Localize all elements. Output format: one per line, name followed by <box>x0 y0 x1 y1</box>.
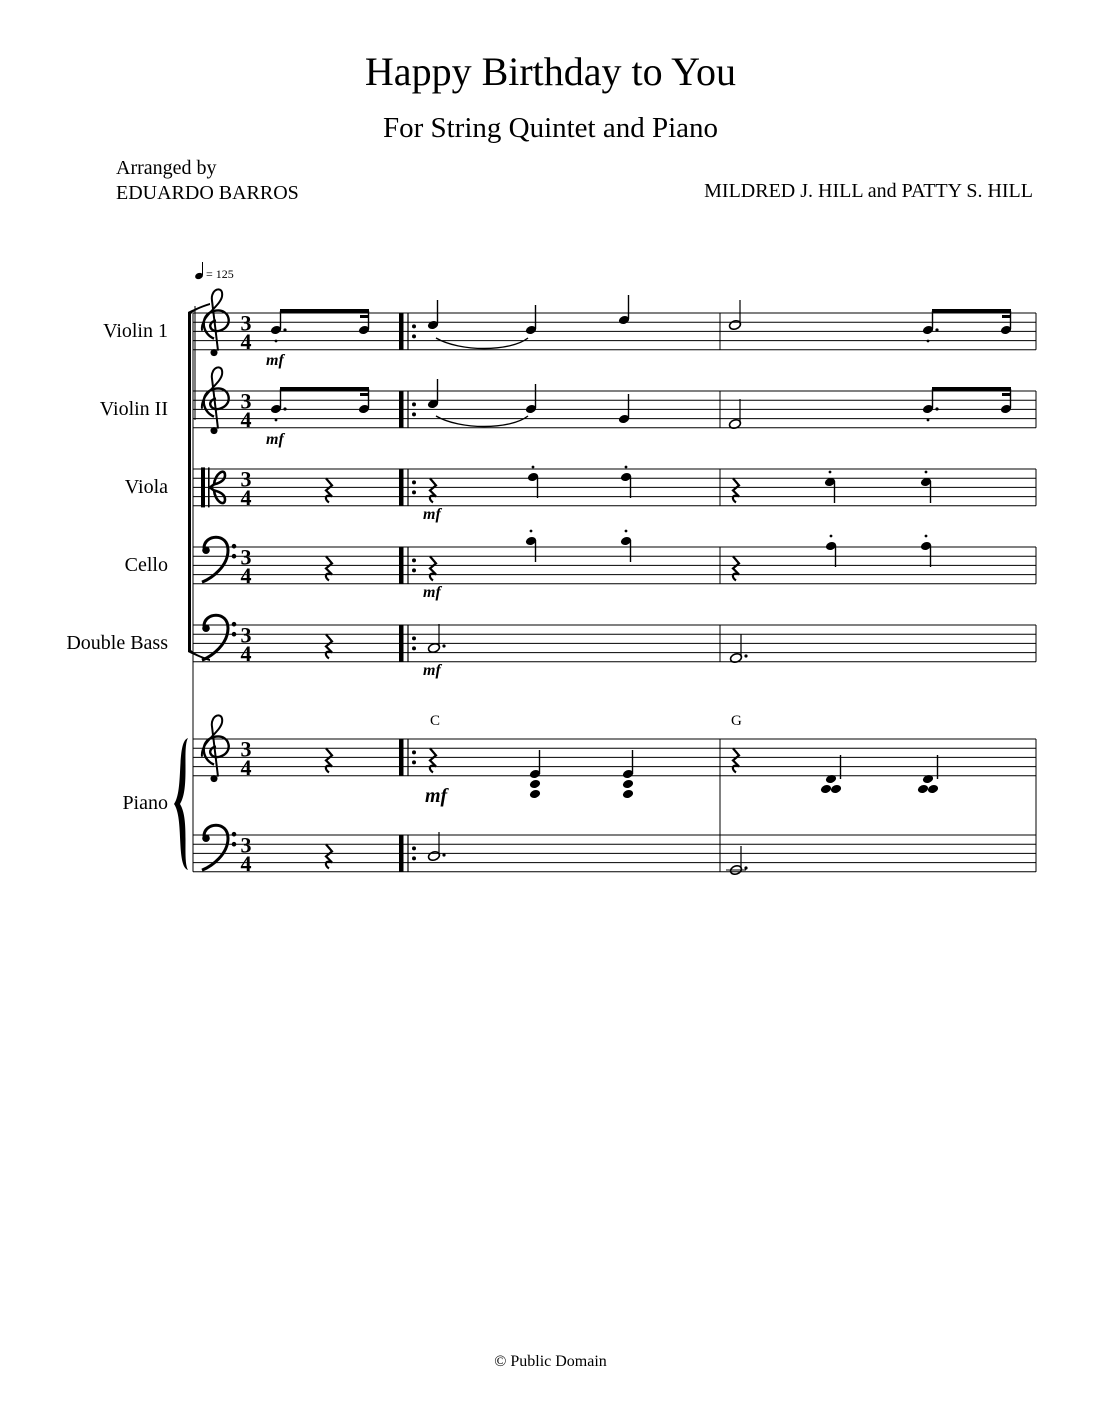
violin1-thick-barline <box>399 313 404 350</box>
chord-symbol: G <box>731 713 742 729</box>
doublebass-rest <box>326 634 332 658</box>
cello-thick-barline <box>399 547 404 584</box>
piano-bass-time-sig-top: 3 <box>240 832 252 858</box>
tempo-text: = 125 <box>206 267 234 281</box>
score-title: Happy Birthday to You <box>364 49 737 94</box>
doublebass-time-sig-top: 3 <box>240 622 252 648</box>
dynamic-mf: mf <box>266 352 284 369</box>
instrument-label-violin-2: Violin II <box>99 398 168 420</box>
violin2-time-sig-top: 3 <box>240 388 252 414</box>
piano-treble-clef <box>202 715 229 782</box>
arranger-name: EDUARDO BARROS <box>116 182 299 204</box>
violin1-time-sig-top: 3 <box>240 310 252 336</box>
piano-bass-time-sig-bottom: 4 <box>240 850 252 876</box>
piano-brace <box>174 738 188 870</box>
viola-rest <box>733 478 739 502</box>
cello-time-sig-top: 3 <box>240 544 252 570</box>
dynamic-mf: mf <box>423 506 441 523</box>
instrument-label-violin-1: Violin 1 <box>103 320 168 342</box>
tempo-marking <box>194 262 234 281</box>
violin1-time-sig-bottom: 4 <box>240 328 252 354</box>
doublebass-clef <box>202 615 236 660</box>
piano-treble-rest <box>430 748 436 772</box>
piano-bass-thick-barline <box>399 835 404 872</box>
arranger-label: Arranged by <box>116 157 217 179</box>
dynamic-mf: mf <box>266 431 284 448</box>
piano-treble-rest <box>733 748 739 772</box>
chord-symbol: C <box>430 713 441 729</box>
cello-rest <box>326 556 332 580</box>
instrument-label-viola: Viola <box>124 476 168 498</box>
piano-bass-rest <box>326 844 332 868</box>
viola-thick-barline <box>399 469 404 506</box>
violin2-thick-barline <box>399 391 404 428</box>
instrument-label-cello: Cello <box>124 554 168 576</box>
viola-time-sig-bottom: 4 <box>240 484 252 510</box>
composer-credit: MILDRED J. HILL and PATTY S. HILL <box>704 180 1033 202</box>
cello-rest <box>733 556 739 580</box>
violin2-notes <box>270 379 1012 430</box>
cello-notes <box>525 530 932 567</box>
score-subtitle: For String Quintet and Piano <box>382 112 719 144</box>
piano-treble-rest <box>326 748 332 772</box>
viola-rest <box>326 478 332 502</box>
dynamic-mf: mf <box>425 785 448 807</box>
doublebass-thick-barline <box>399 625 404 662</box>
piano-treble-time-sig-bottom: 4 <box>240 754 252 780</box>
piano-treble-time-sig-top: 3 <box>240 736 252 762</box>
cello-time-sig-bottom: 4 <box>240 562 252 588</box>
viola-notes <box>527 466 932 503</box>
viola-rest <box>430 478 436 502</box>
violin2-clef <box>202 367 229 434</box>
copyright-footer: © Public Domain <box>494 1353 607 1370</box>
string-bracket <box>188 303 210 661</box>
viola-time-sig-top: 3 <box>240 466 252 492</box>
doublebass-time-sig-bottom: 4 <box>240 640 252 666</box>
instrument-label-piano: Piano <box>122 792 168 814</box>
dynamic-mf: mf <box>423 584 441 601</box>
cello-clef <box>202 537 236 582</box>
violin1-clef <box>202 289 229 356</box>
piano-bass-clef <box>202 825 236 870</box>
dynamic-mf: mf <box>423 662 441 679</box>
violin2-time-sig-bottom: 4 <box>240 406 252 432</box>
instrument-label-double-bass: Double Bass <box>66 632 168 654</box>
cello-rest <box>430 556 436 580</box>
piano-treble-thick-barline <box>399 739 404 776</box>
